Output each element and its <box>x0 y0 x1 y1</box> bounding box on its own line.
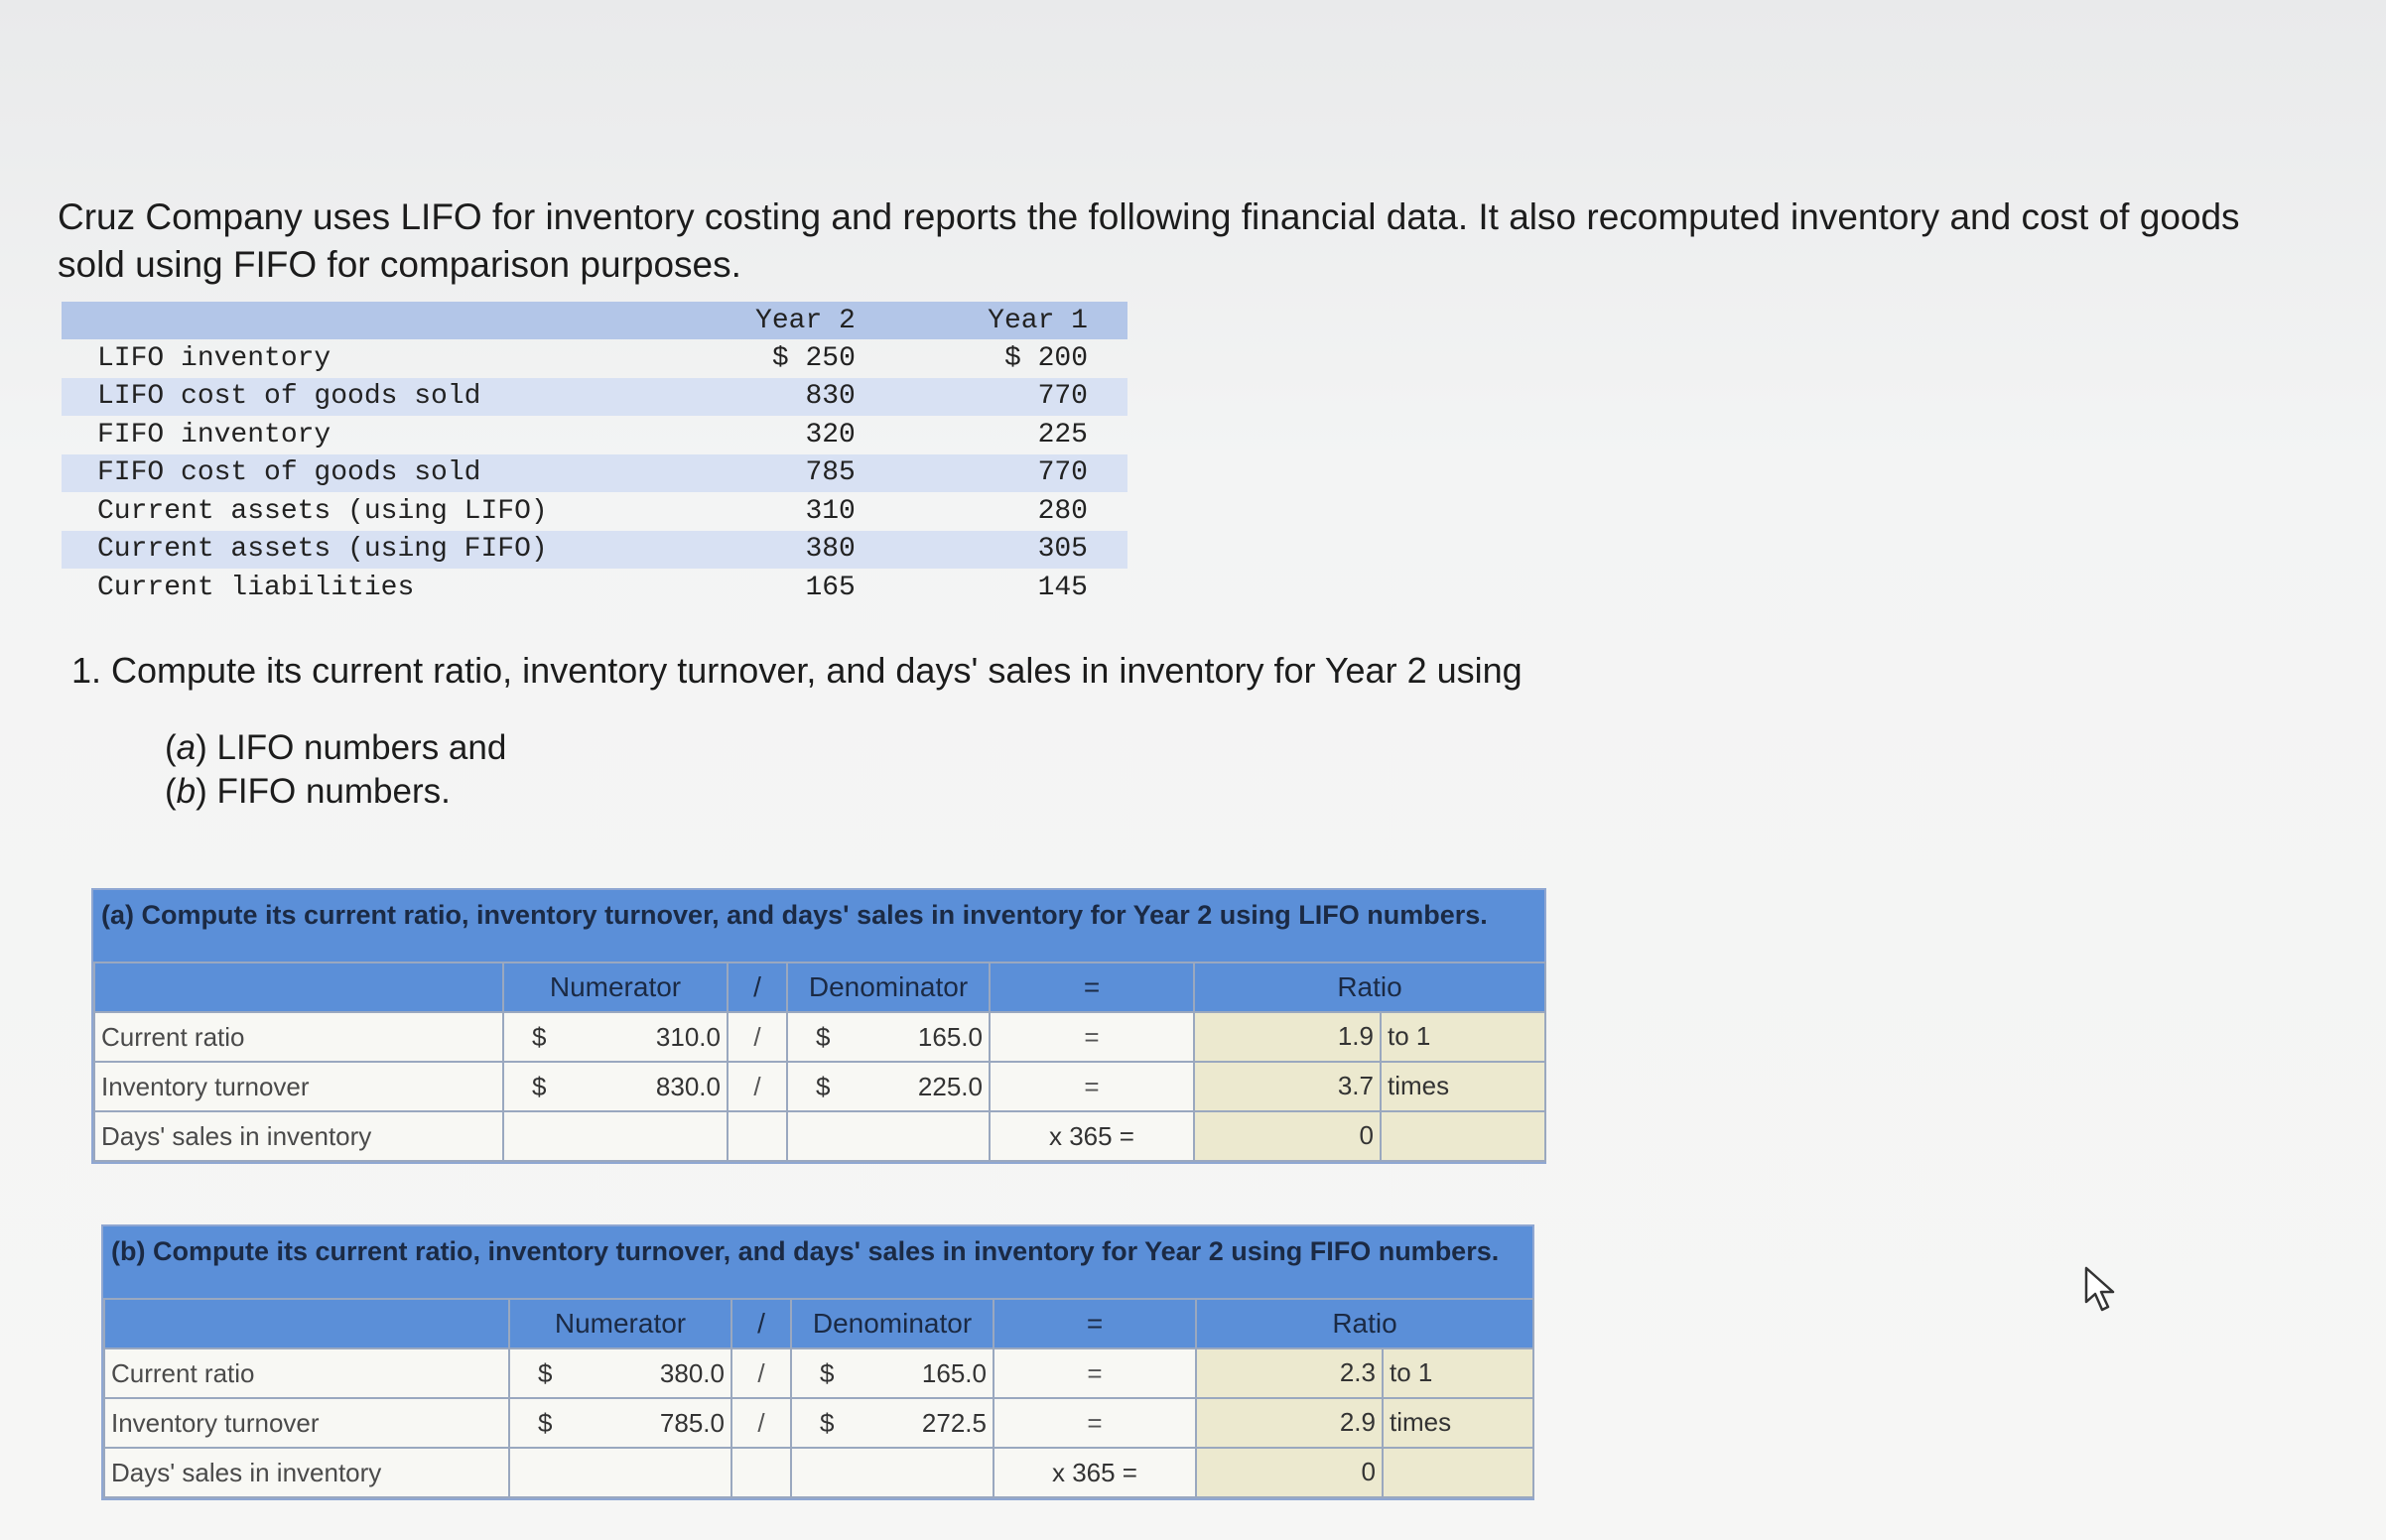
numerator-input[interactable] <box>503 1012 728 1062</box>
currency-symbol: $ <box>538 1357 553 1388</box>
denominator-input[interactable] <box>787 1012 990 1062</box>
denominator-value: 272.5 <box>921 1407 987 1438</box>
table-row <box>104 1398 1533 1448</box>
ratio-unit: to 1 <box>1390 1357 1433 1387</box>
sub-question-b: (b) FIFO numbers. <box>165 772 451 811</box>
numerator-input[interactable] <box>509 1398 731 1448</box>
row-label: Days' sales in inventory <box>104 1448 509 1497</box>
currency-symbol: $ <box>816 1071 831 1101</box>
currency-symbol: $ <box>816 1021 831 1052</box>
sub-text: FIFO numbers. <box>216 772 451 811</box>
slash <box>728 1111 787 1161</box>
sub-text: LIFO numbers and <box>216 728 507 767</box>
header-blank <box>62 302 656 339</box>
header-label-blank <box>94 962 503 1012</box>
financial-data-table <box>62 302 1127 607</box>
table-row <box>94 1111 1545 1161</box>
panel-a-title: (a) Compute its current ratio, inventory turnover, and days' sales in inventory for Year 2 using LIFO numbers. <box>93 890 1544 962</box>
table-row <box>62 339 1127 378</box>
denominator-value: 165.0 <box>917 1021 983 1052</box>
ratio-unit <box>1382 1112 1388 1160</box>
numerator-input[interactable] <box>509 1348 731 1398</box>
sub-letter: a <box>176 728 197 767</box>
year-2-value: 830 <box>656 378 895 417</box>
equals: = <box>994 1348 1196 1398</box>
row-label: LIFO cost of goods sold <box>62 378 656 417</box>
row-label: Current assets (using LIFO) <box>97 495 548 527</box>
year-1-value: $ 200 <box>1003 342 1088 374</box>
table-row <box>94 1062 1545 1111</box>
table-row <box>62 378 1127 417</box>
header-ratio: Ratio <box>1194 962 1545 1012</box>
numerator-value: 310.0 <box>655 1021 721 1052</box>
row-label: Days' sales in inventory <box>94 1111 503 1161</box>
currency-symbol: $ <box>532 1021 547 1052</box>
year-2-value: 165 <box>805 572 856 603</box>
slash <box>731 1448 791 1497</box>
row-label: LIFO inventory <box>97 342 331 374</box>
ratio-unit: times <box>1388 1071 1450 1100</box>
header-year-1: Year 1 <box>895 302 1127 339</box>
ratio-result <box>1196 1448 1533 1497</box>
times-365: x 365 = <box>994 1448 1196 1497</box>
header-denominator: Denominator <box>787 962 990 1012</box>
row-label: Current assets (using FIFO) <box>62 531 656 570</box>
currency-symbol: $ <box>532 1071 547 1101</box>
row-label: Current liabilities <box>97 572 415 603</box>
numerator-value: 785.0 <box>659 1407 725 1438</box>
table-row <box>104 1448 1533 1497</box>
year-2-value: 785 <box>656 454 895 493</box>
ratio-result <box>1194 1012 1545 1062</box>
currency-symbol: $ <box>820 1357 835 1388</box>
sub-question-a: (a) LIFO numbers and <box>165 728 507 767</box>
ratio-value: 2.9 <box>1197 1399 1384 1447</box>
table-row <box>104 1348 1533 1398</box>
slash: / <box>728 1012 787 1062</box>
panel-b-title: (b) Compute its current ratio, inventory turnover, and days' sales in inventory for Year 2 using FIFO numbers. <box>103 1226 1532 1298</box>
times-365: x 365 = <box>990 1111 1194 1161</box>
days-numerator-input[interactable] <box>509 1448 731 1497</box>
ratio-value: 2.3 <box>1197 1349 1384 1397</box>
denominator-value: 225.0 <box>917 1071 983 1101</box>
days-denominator-input[interactable] <box>787 1111 990 1161</box>
denominator-input[interactable] <box>791 1398 994 1448</box>
ratio-value: 1.9 <box>1195 1013 1382 1061</box>
ratio-value: 3.7 <box>1195 1063 1382 1110</box>
header-denominator: Denominator <box>791 1299 994 1348</box>
year-2-value: 310 <box>805 495 856 527</box>
header-ratio: Ratio <box>1196 1299 1533 1348</box>
year-1-value: 770 <box>895 378 1127 417</box>
row-label: Current ratio <box>94 1012 503 1062</box>
table-row <box>62 531 1127 570</box>
header-slash: / <box>728 962 787 1012</box>
header-year-2: Year 2 <box>656 302 895 339</box>
numerator-value: 830.0 <box>655 1071 721 1101</box>
denominator-value: 165.0 <box>921 1357 987 1388</box>
ratio-unit: to 1 <box>1388 1021 1431 1051</box>
header-slash: / <box>731 1299 791 1348</box>
year-1-value: 145 <box>1037 572 1088 603</box>
slash: / <box>728 1062 787 1111</box>
slash: / <box>731 1398 791 1448</box>
ratio-unit: times <box>1390 1407 1452 1437</box>
year-1-value: 280 <box>1037 495 1088 527</box>
panel-b-fifo <box>101 1224 1534 1500</box>
header-equals: = <box>994 1299 1196 1348</box>
ratio-value: 0 <box>1195 1112 1382 1160</box>
sub-letter: b <box>176 772 197 811</box>
currency-symbol: $ <box>538 1407 553 1438</box>
panel-a-lifo <box>91 888 1546 1164</box>
year-2-value: 380 <box>656 531 895 570</box>
year-2-value: 320 <box>805 419 856 450</box>
row-label: Current ratio <box>104 1348 509 1398</box>
ratio-value: 0 <box>1197 1449 1384 1496</box>
ratio-unit <box>1384 1449 1390 1496</box>
question-1: 1. Compute its current ratio, inventory turnover, and days' sales in inventory for Year 2 using <box>71 650 1523 691</box>
year-1-value: 225 <box>1037 419 1088 450</box>
year-2-value: $ 250 <box>771 342 856 374</box>
ratio-result <box>1196 1348 1533 1398</box>
equals: = <box>990 1062 1194 1111</box>
denominator-input[interactable] <box>791 1348 994 1398</box>
year-1-value: 305 <box>895 531 1127 570</box>
equals: = <box>994 1398 1196 1448</box>
denominator-input[interactable] <box>787 1062 990 1111</box>
problem-intro: Cruz Company uses LIFO for inventory costing and reports the following financial data. It also recomputed inventory and cost of goods sold using FIFO for comparison purposes. <box>58 196 2240 285</box>
header-numerator: Numerator <box>503 962 728 1012</box>
ratio-result <box>1194 1111 1545 1161</box>
table-row <box>94 1012 1545 1062</box>
row-label: FIFO inventory <box>97 419 331 450</box>
row-label: Inventory turnover <box>94 1062 503 1111</box>
header-equals: = <box>990 962 1194 1012</box>
table-row <box>62 454 1127 493</box>
numerator-value: 380.0 <box>659 1357 725 1388</box>
numerator-input[interactable] <box>503 1062 728 1111</box>
mouse-pointer-icon <box>2082 1266 2122 1314</box>
header-numerator: Numerator <box>509 1299 731 1348</box>
year-1-value: 770 <box>895 454 1127 493</box>
row-label: FIFO cost of goods sold <box>62 454 656 493</box>
table-row <box>62 416 1127 454</box>
table-row <box>62 492 1127 531</box>
days-denominator-input[interactable] <box>791 1448 994 1497</box>
header-label-blank <box>104 1299 509 1348</box>
row-label: Inventory turnover <box>104 1398 509 1448</box>
equals: = <box>990 1012 1194 1062</box>
ratio-result <box>1196 1398 1533 1448</box>
slash: / <box>731 1348 791 1398</box>
ratio-result <box>1194 1062 1545 1111</box>
table-row <box>62 569 1127 607</box>
days-numerator-input[interactable] <box>503 1111 728 1161</box>
currency-symbol: $ <box>820 1407 835 1438</box>
